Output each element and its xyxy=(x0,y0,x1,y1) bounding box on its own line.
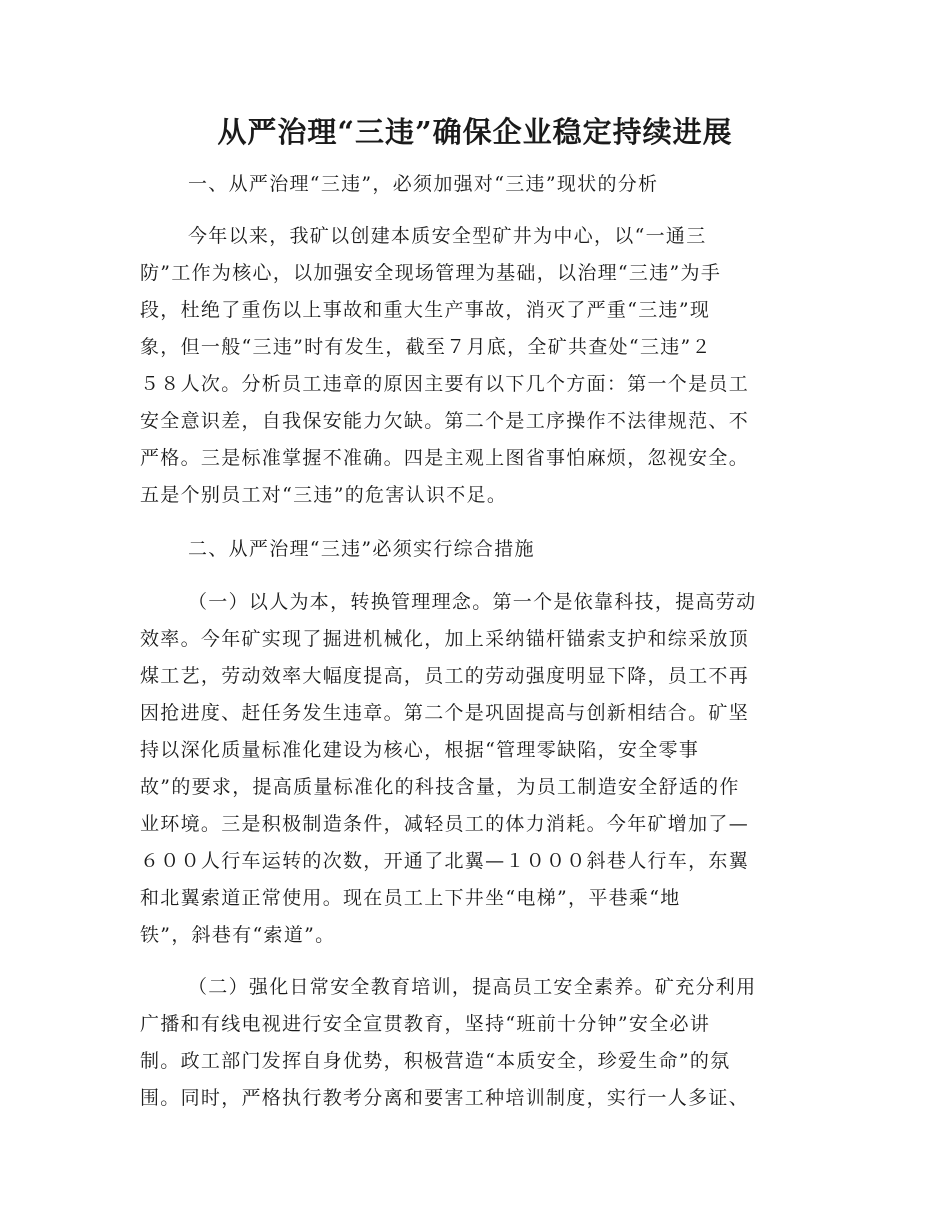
paragraph-1-line-4: 象，但一般“三违”时有发生，截至７月底，全矿共查处“三违”２ xyxy=(140,336,712,358)
paragraph-3-line-2: 广播和有线电视进行安全宣贯教育，坚持“班前十分钟”安全必讲 xyxy=(140,1013,711,1035)
paragraph-2-line-2: 效率。今年矿实现了掘进机械化，加上采纳锚杆锚索支护和综采放顶 xyxy=(140,628,750,650)
paragraph-1-line-5: ５８人次。分析员工违章的原因主要有以下几个方面：第一个是员工 xyxy=(140,373,750,395)
section-heading-2: 二、从严治理“三违”必须实行综合措施 xyxy=(188,538,535,560)
paragraph-3-line-3: 制。政工部门发挥自身优势，积极营造“本质安全，珍爱生命”的氛 xyxy=(140,1050,731,1072)
paragraph-1-line-1: 今年以来，我矿以创建本质安全型矿井为中心，以“一通三 xyxy=(188,225,707,247)
paragraph-2-line-10: 铁”，斜巷有“索道”。 xyxy=(140,924,336,946)
paragraph-2-line-9: 和北翼索道正常使用。现在员工上下井坐“电梯”，平巷乘“地 xyxy=(140,887,681,909)
paragraph-1-line-6: 安全意识差，自我保安能力欠缺。第二个是工序操作不法律规范、不 xyxy=(140,410,750,432)
paragraph-2-line-6: 故”的要求，提高质量标准化的科技含量，为员工制造安全舒适的作 xyxy=(140,776,740,798)
paragraph-1-line-8: 五是个别员工对“三违”的危害认识不足。 xyxy=(140,484,508,506)
paragraph-1-line-2: 防”工作为核心，以加强安全现场管理为基础，以治理“三违”为手 xyxy=(140,262,722,284)
document-title: 从严治理“三违”确保企业稳定持续进展 xyxy=(217,115,733,149)
paragraph-2-line-1: （一）以人为本，转换管理理念。第一个是依靠科技，提高劳动 xyxy=(188,591,757,613)
paragraph-2-line-3: 煤工艺，劳动效率大幅度提高，员工的劳动强度明显下降，员工不再 xyxy=(140,665,750,687)
paragraph-1-line-3: 段，杜绝了重伤以上事故和重大生产事故，消灭了严重“三违”现 xyxy=(140,299,711,321)
paragraph-3-line-1: （二）强化日常安全教育培训，提高员工安全素养。矿充分利用 xyxy=(188,976,757,998)
paragraph-2-line-4: 因抢进度、赶任务发生违章。第二个是巩固提高与创新相结合。矿坚 xyxy=(140,702,750,724)
section-heading-1: 一、从严治理“三违”，必须加强对“三违”现状的分析 xyxy=(188,173,659,195)
paragraph-2-line-8: ６００人行车运转的次数，开通了北翼—１０００斜巷人行车，东翼 xyxy=(140,850,750,872)
paragraph-2-line-5: 持以深化质量标准化建设为核心，根据“管理零缺陷，安全零事 xyxy=(140,739,700,761)
paragraph-2-line-7: 业环境。三是积极制造条件，减轻员工的体力消耗。今年矿增加了— xyxy=(140,813,750,835)
paragraph-3-line-4: 围。同时，严格执行教考分离和要害工种培训制度，实行一人多证、 xyxy=(140,1087,750,1109)
paragraph-1-line-7: 严格。三是标准掌握不准确。四是主观上图省事怕麻烦，忽视安全。 xyxy=(140,447,750,469)
